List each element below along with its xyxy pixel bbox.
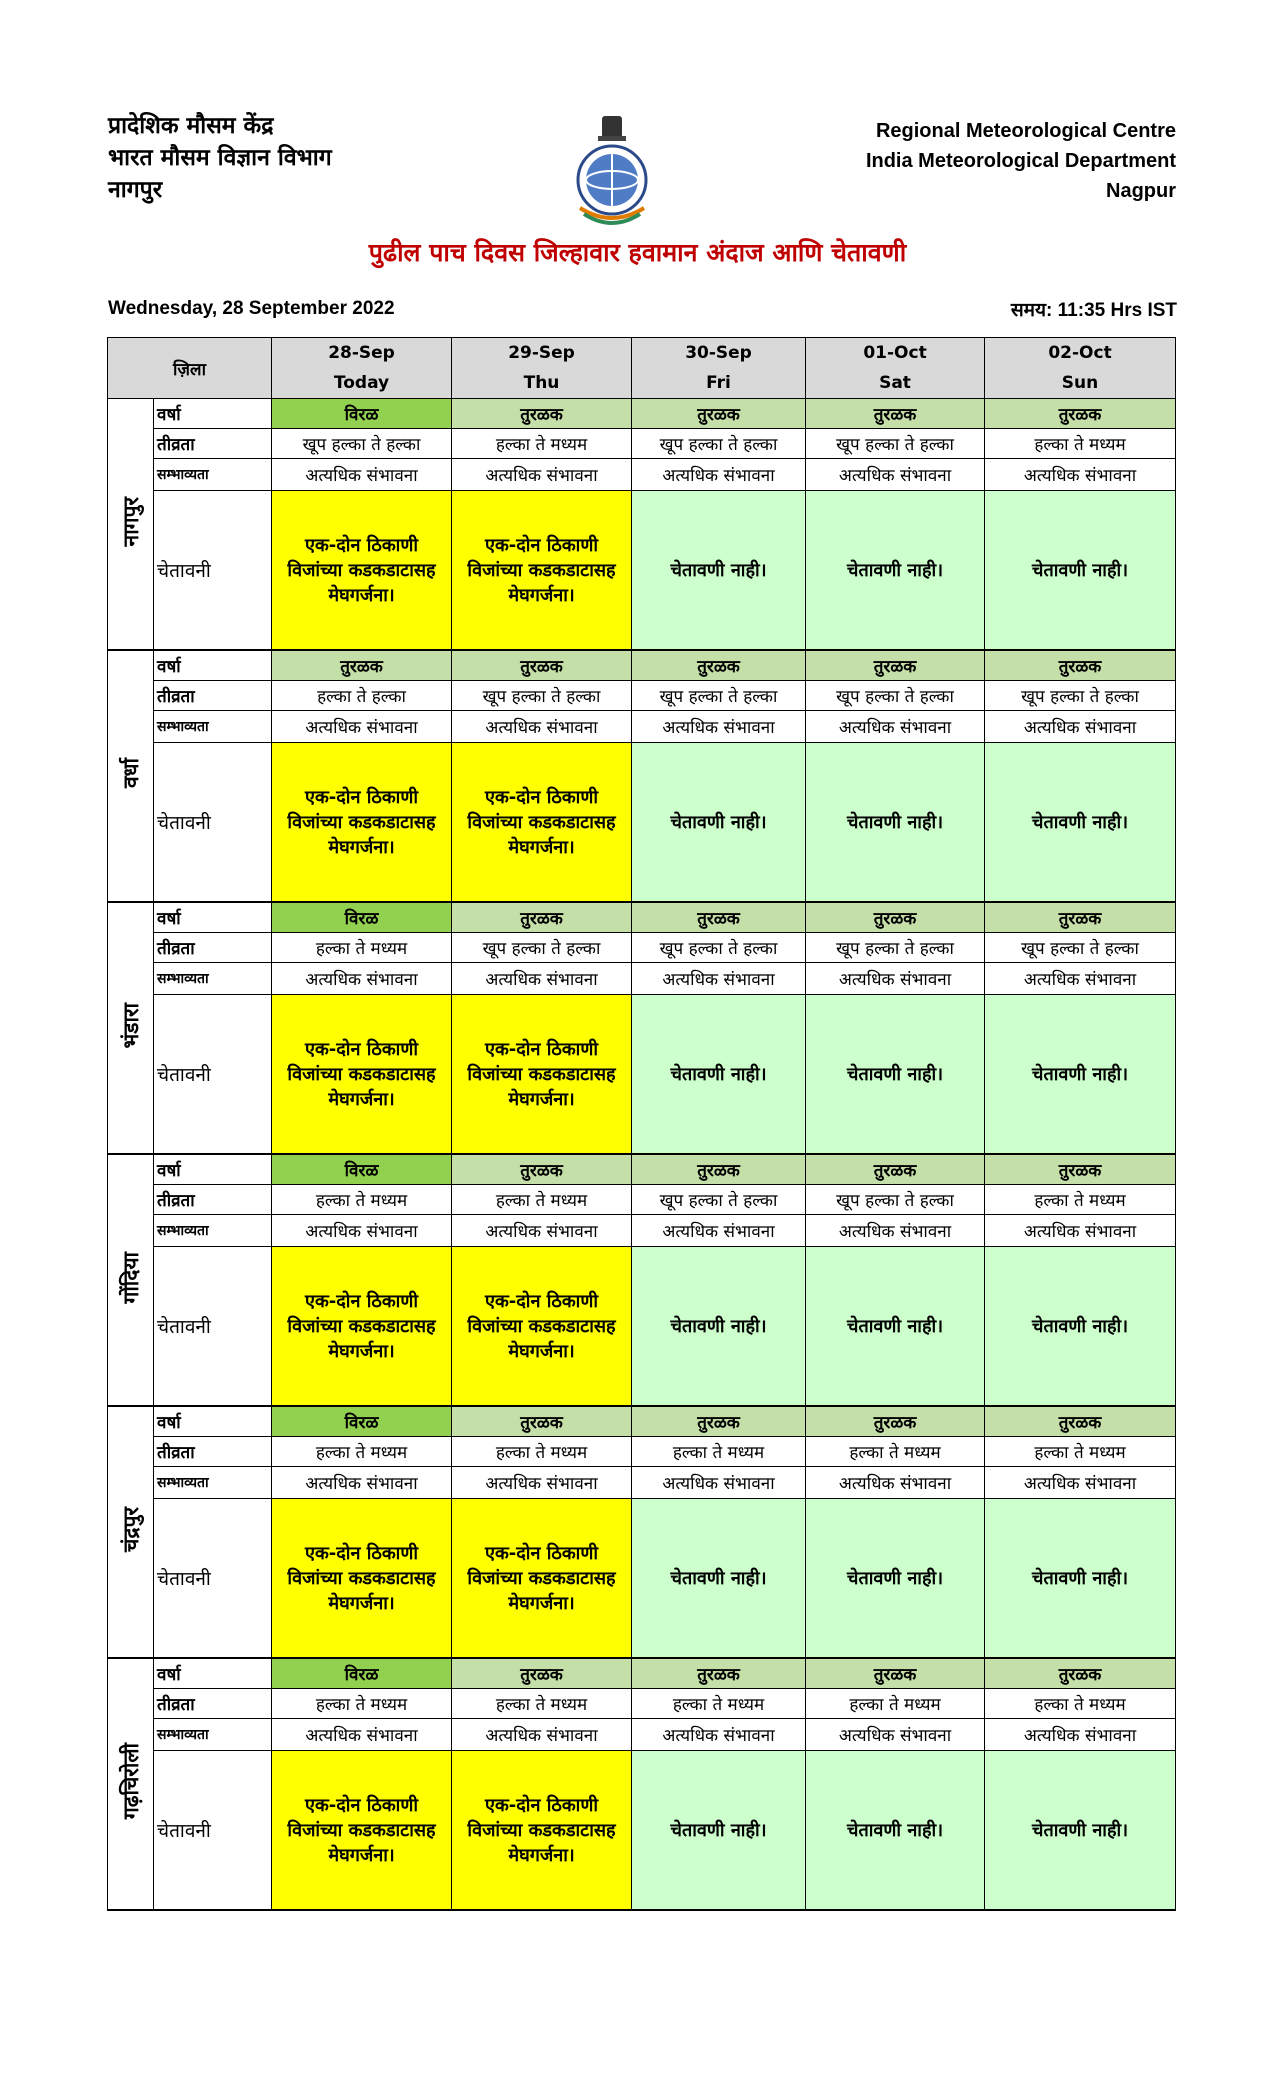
intensity-cell: हल्का ते मध्यम (632, 1437, 806, 1467)
day-header (272, 338, 452, 399)
intensity-cell: खूप हल्का ते हल्का (272, 429, 452, 459)
rain-cell: तुरळक (632, 1154, 806, 1185)
row-label-probability: सम्भाव्यता (154, 459, 272, 491)
header-right-line-1: Regional Meteorological Centre (875, 120, 1176, 142)
probability-cell: अत्यधिक संभावना (632, 1215, 806, 1247)
issue-date: Wednesday, 28 September 2022 (108, 298, 395, 319)
rain-cell: तुरळक (632, 1658, 806, 1689)
rain-cell: तुरळक (985, 1406, 1176, 1437)
warning-cell: चेतावणी नाही। (806, 1247, 985, 1407)
intensity-cell: हल्का ते मध्यम (806, 1437, 985, 1467)
warning-cell: चेतावणी नाही। (632, 1499, 806, 1659)
probability-cell: अत्यधिक संभावना (272, 1467, 452, 1499)
warning-cell: एक-दोन ठिकाणी विजांच्या कडकडाटासह मेघगर्जना। (452, 491, 632, 651)
rain-cell: तुरळक (985, 399, 1176, 429)
warning-cell: चेतावणी नाही। (985, 995, 1176, 1155)
table-row (108, 711, 1176, 743)
warning-cell: चेतावणी नाही। (632, 995, 806, 1155)
district-cell (108, 1406, 154, 1658)
warning-cell: एक-दोन ठिकाणी विजांच्या कडकडाटासह मेघगर्जना। (452, 743, 632, 903)
table-row (108, 1499, 1176, 1659)
rain-cell: तुरळक (806, 399, 985, 429)
probability-cell: अत्यधिक संभावना (985, 1719, 1176, 1751)
rain-cell: तुरळक (452, 1658, 632, 1689)
rain-cell: विरळ (272, 1658, 452, 1689)
probability-cell: अत्यधिक संभावना (632, 711, 806, 743)
warning-cell: एक-दोन ठिकाणी विजांच्या कडकडाटासह मेघगर्जना। (452, 1247, 632, 1407)
rain-cell: तुरळक (632, 902, 806, 933)
warning-cell: एक-दोन ठिकाणी विजांच्या कडकडाटासह मेघगर्जना। (272, 1751, 452, 1911)
day-date: 02-Oct (1048, 343, 1112, 363)
intensity-cell: हल्का ते मध्यम (985, 1437, 1176, 1467)
rain-cell: तुरळक (985, 1658, 1176, 1689)
probability-cell: अत्यधिक संभावना (806, 711, 985, 743)
probability-cell: अत्यधिक संभावना (452, 459, 632, 491)
table-row (108, 743, 1176, 903)
rain-cell: तुरळक (985, 1154, 1176, 1185)
rain-cell: तुरळक (452, 399, 632, 429)
row-label-warning: चेतावनी (154, 1751, 272, 1911)
warning-cell: चेतावणी नाही। (632, 491, 806, 651)
probability-cell: अत्यधिक संभावना (985, 459, 1176, 491)
table-body (108, 399, 1176, 1911)
intensity-cell: खूप हल्का ते हल्का (632, 1185, 806, 1215)
table-row (108, 1406, 1176, 1437)
district-cell (108, 902, 154, 1154)
probability-cell: अत्यधिक संभावना (806, 963, 985, 995)
rain-cell: विरळ (272, 902, 452, 933)
row-label-warning: चेतावनी (154, 1247, 272, 1407)
day-header (806, 338, 985, 399)
rain-cell: तुरळक (806, 1406, 985, 1437)
warning-cell: एक-दोन ठिकाणी विजांच्या कडकडाटासह मेघगर्जना। (272, 743, 452, 903)
intensity-cell: हल्का ते मध्यम (272, 933, 452, 963)
table-row (108, 995, 1176, 1155)
probability-cell: अत्यधिक संभावना (806, 459, 985, 491)
district-cell (108, 650, 154, 902)
rain-cell: तुरळक (985, 650, 1176, 681)
row-label-probability: सम्भाव्यता (154, 1467, 272, 1499)
row-label-probability: सम्भाव्यता (154, 1719, 272, 1751)
probability-cell: अत्यधिक संभावना (806, 1719, 985, 1751)
intensity-cell: खूप हल्का ते हल्का (632, 681, 806, 711)
table-row (108, 902, 1176, 933)
probability-cell: अत्यधिक संभावना (452, 711, 632, 743)
row-label-warning: चेतावनी (154, 995, 272, 1155)
day-name: Sun (1061, 373, 1099, 393)
intensity-cell: हल्का ते मध्यम (452, 1689, 632, 1719)
table-row (108, 1247, 1176, 1407)
header-row (108, 338, 1176, 399)
table-row (108, 650, 1176, 681)
table-row (108, 1467, 1176, 1499)
row-label-warning: चेतावनी (154, 743, 272, 903)
rain-cell: तुरळक (452, 902, 632, 933)
warning-cell: चेतावणी नाही। (806, 1499, 985, 1659)
probability-cell: अत्यधिक संभावना (632, 459, 806, 491)
issue-time (1011, 296, 1177, 322)
header-left-line-3: नागपुर (108, 177, 163, 203)
table-row (108, 1751, 1176, 1911)
table-row (108, 1658, 1176, 1689)
warning-cell: चेतावणी नाही। (985, 491, 1176, 651)
warning-cell: चेतावणी नाही। (632, 1751, 806, 1911)
header-left-block (108, 110, 332, 206)
table-row (108, 963, 1176, 995)
table-row (108, 681, 1176, 711)
intensity-cell: खूप हल्का ते हल्का (806, 933, 985, 963)
header-left-line-1: प्रादेशिक मौसम केंद्र (108, 113, 274, 139)
row-label-intensity: तीव्रता (154, 933, 272, 963)
rain-cell: तुरळक (632, 1406, 806, 1437)
table-row (108, 429, 1176, 459)
day-header (452, 338, 632, 399)
intensity-cell: हल्का ते मध्यम (985, 1689, 1176, 1719)
row-label-warning: चेतावनी (154, 1499, 272, 1659)
intensity-cell: खूप हल्का ते हल्का (985, 681, 1176, 711)
table-row (108, 1185, 1176, 1215)
row-label-rain: वर्षा (154, 1406, 272, 1437)
probability-cell: अत्यधिक संभावना (452, 1467, 632, 1499)
row-label-probability: सम्भाव्यता (154, 711, 272, 743)
day-name: Today (333, 373, 390, 393)
warning-cell: चेतावणी नाही। (632, 743, 806, 903)
warning-cell: एक-दोन ठिकाणी विजांच्या कडकडाटासह मेघगर्जना। (452, 1751, 632, 1911)
district-cell (108, 1154, 154, 1406)
row-label-rain: वर्षा (154, 399, 272, 429)
warning-cell: चेतावणी नाही। (806, 1751, 985, 1911)
table-row (108, 1719, 1176, 1751)
time-label: समय: (1010, 300, 1053, 321)
warning-cell: चेतावणी नाही। (985, 1499, 1176, 1659)
rain-cell: तुरळक (452, 650, 632, 681)
header-right-line-3: Nagpur (1106, 180, 1176, 202)
rain-cell: तुरळक (806, 1658, 985, 1689)
row-label-rain: वर्षा (154, 650, 272, 681)
row-label-intensity: तीव्रता (154, 1185, 272, 1215)
district-name: चंद्रपुर (118, 1506, 143, 1552)
intensity-cell: हल्का ते मध्यम (272, 1437, 452, 1467)
day-header (632, 338, 806, 399)
intensity-cell: हल्का ते मध्यम (806, 1689, 985, 1719)
probability-cell: अत्यधिक संभावना (452, 1215, 632, 1247)
rain-cell: तुरळक (452, 1406, 632, 1437)
probability-cell: अत्यधिक संभावना (985, 963, 1176, 995)
forecast-table (107, 337, 1176, 1911)
imd-emblem-icon (562, 112, 662, 232)
intensity-cell: खूप हल्का ते हल्का (632, 429, 806, 459)
day-date: 30-Sep (685, 343, 752, 363)
warning-cell: एक-दोन ठिकाणी विजांच्या कडकडाटासह मेघगर्जना। (452, 1499, 632, 1659)
row-label-intensity: तीव्रता (154, 1437, 272, 1467)
district-name: गढ़चिरोली (118, 1743, 143, 1820)
district-cell (108, 399, 154, 651)
warning-cell: एक-दोन ठिकाणी विजांच्या कडकडाटासह मेघगर्जना। (272, 491, 452, 651)
rain-cell: तुरळक (452, 1154, 632, 1185)
day-header (985, 338, 1176, 399)
zila-header: ज़िला (108, 338, 272, 399)
intensity-cell: खूप हल्का ते हल्का (452, 933, 632, 963)
header-left-line-2: भारत मौसम विज्ञान विभाग (108, 145, 332, 171)
table-row (108, 933, 1176, 963)
table-row (108, 1215, 1176, 1247)
warning-cell: चेतावणी नाही। (985, 743, 1176, 903)
probability-cell: अत्यधिक संभावना (452, 963, 632, 995)
day-name: Thu (523, 373, 560, 393)
warning-cell: चेतावणी नाही। (985, 1751, 1176, 1911)
probability-cell: अत्यधिक संभावना (272, 963, 452, 995)
warning-cell: एक-दोन ठिकाणी विजांच्या कडकडाटासह मेघगर्जना। (272, 995, 452, 1155)
intensity-cell: हल्का ते मध्यम (452, 429, 632, 459)
probability-cell: अत्यधिक संभावना (632, 963, 806, 995)
day-date: 01-Oct (863, 343, 927, 363)
row-label-rain: वर्षा (154, 1154, 272, 1185)
warning-cell: चेतावणी नाही। (806, 995, 985, 1155)
rain-cell: तुरळक (806, 650, 985, 681)
table-header (108, 338, 1176, 399)
table-row (108, 1154, 1176, 1185)
row-label-warning: चेतावनी (154, 491, 272, 651)
rain-cell: तुरळक (272, 650, 452, 681)
district-name: भंडारा (118, 1002, 143, 1049)
intensity-cell: खूप हल्का ते हल्का (452, 681, 632, 711)
probability-cell: अत्यधिक संभावना (632, 1467, 806, 1499)
probability-cell: अत्यधिक संभावना (272, 1215, 452, 1247)
warning-cell: एक-दोन ठिकाणी विजांच्या कडकडाटासह मेघगर्जना। (452, 995, 632, 1155)
day-date: 29-Sep (508, 343, 575, 363)
rain-cell: तुरळक (806, 1154, 985, 1185)
probability-cell: अत्यधिक संभावना (272, 459, 452, 491)
intensity-cell: खूप हल्का ते हल्का (806, 681, 985, 711)
rain-cell: तुरळक (632, 399, 806, 429)
intensity-cell: हल्का ते मध्यम (452, 1185, 632, 1215)
intensity-cell: हल्का ते हल्का (272, 681, 452, 711)
time-value: 11:35 Hrs IST (1057, 300, 1177, 321)
rain-cell: विरळ (272, 1406, 452, 1437)
page-title: पुढील पाच दिवस जिल्हावार हवामान अंदाज आणि चेतावणी (368, 238, 907, 267)
day-name: Sat (879, 373, 911, 393)
rain-cell: विरळ (272, 1154, 452, 1185)
district-cell (108, 1658, 154, 1910)
warning-cell: चेतावणी नाही। (806, 491, 985, 651)
probability-cell: अत्यधिक संभावना (985, 1467, 1176, 1499)
row-label-intensity: तीव्रता (154, 429, 272, 459)
intensity-cell: हल्का ते मध्यम (452, 1437, 632, 1467)
table-row (108, 399, 1176, 429)
warning-cell: एक-दोन ठिकाणी विजांच्या कडकडाटासह मेघगर्जना। (272, 1499, 452, 1659)
table-row (108, 1689, 1176, 1719)
intensity-cell: हल्का ते मध्यम (272, 1185, 452, 1215)
intensity-cell: खूप हल्का ते हल्का (806, 429, 985, 459)
warning-cell: एक-दोन ठिकाणी विजांच्या कडकडाटासह मेघगर्जना। (272, 1247, 452, 1407)
probability-cell: अत्यधिक संभावना (272, 711, 452, 743)
probability-cell: अत्यधिक संभावना (985, 1215, 1176, 1247)
row-label-rain: वर्षा (154, 1658, 272, 1689)
intensity-cell: हल्का ते मध्यम (985, 1185, 1176, 1215)
table-row (108, 1437, 1176, 1467)
probability-cell: अत्यधिक संभावना (632, 1719, 806, 1751)
probability-cell: अत्यधिक संभावना (806, 1215, 985, 1247)
probability-cell: अत्यधिक संभावना (272, 1719, 452, 1751)
table-row (108, 491, 1176, 651)
probability-cell: अत्यधिक संभावना (985, 711, 1176, 743)
intensity-cell: खूप हल्का ते हल्का (985, 933, 1176, 963)
table-row (108, 459, 1176, 491)
warning-cell: चेतावणी नाही। (632, 1247, 806, 1407)
header-right-line-2: India Meteorological Department (865, 150, 1176, 172)
district-name: नागपुर (118, 496, 143, 547)
intensity-cell: हल्का ते मध्यम (272, 1689, 452, 1719)
rain-cell: तुरळक (985, 902, 1176, 933)
intensity-cell: खूप हल्का ते हल्का (806, 1185, 985, 1215)
probability-cell: अत्यधिक संभावना (452, 1719, 632, 1751)
header-right-block (866, 116, 1176, 206)
warning-cell: चेतावणी नाही। (806, 743, 985, 903)
day-name: Fri (706, 373, 731, 393)
intensity-cell: हल्का ते मध्यम (632, 1689, 806, 1719)
row-label-intensity: तीव्रता (154, 1689, 272, 1719)
day-date: 28-Sep (328, 343, 395, 363)
warning-cell: चेतावणी नाही। (985, 1247, 1176, 1407)
district-name: वर्धा (118, 758, 143, 789)
row-label-probability: सम्भाव्यता (154, 1215, 272, 1247)
probability-cell: अत्यधिक संभावना (806, 1467, 985, 1499)
rain-cell: तुरळक (806, 902, 985, 933)
rain-cell: विरळ (272, 399, 452, 429)
row-label-rain: वर्षा (154, 902, 272, 933)
intensity-cell: हल्का ते मध्यम (985, 429, 1176, 459)
row-label-intensity: तीव्रता (154, 681, 272, 711)
district-name: गोंदिया (118, 1251, 143, 1304)
row-label-probability: सम्भाव्यता (154, 963, 272, 995)
rain-cell: तुरळक (632, 650, 806, 681)
intensity-cell: खूप हल्का ते हल्का (632, 933, 806, 963)
